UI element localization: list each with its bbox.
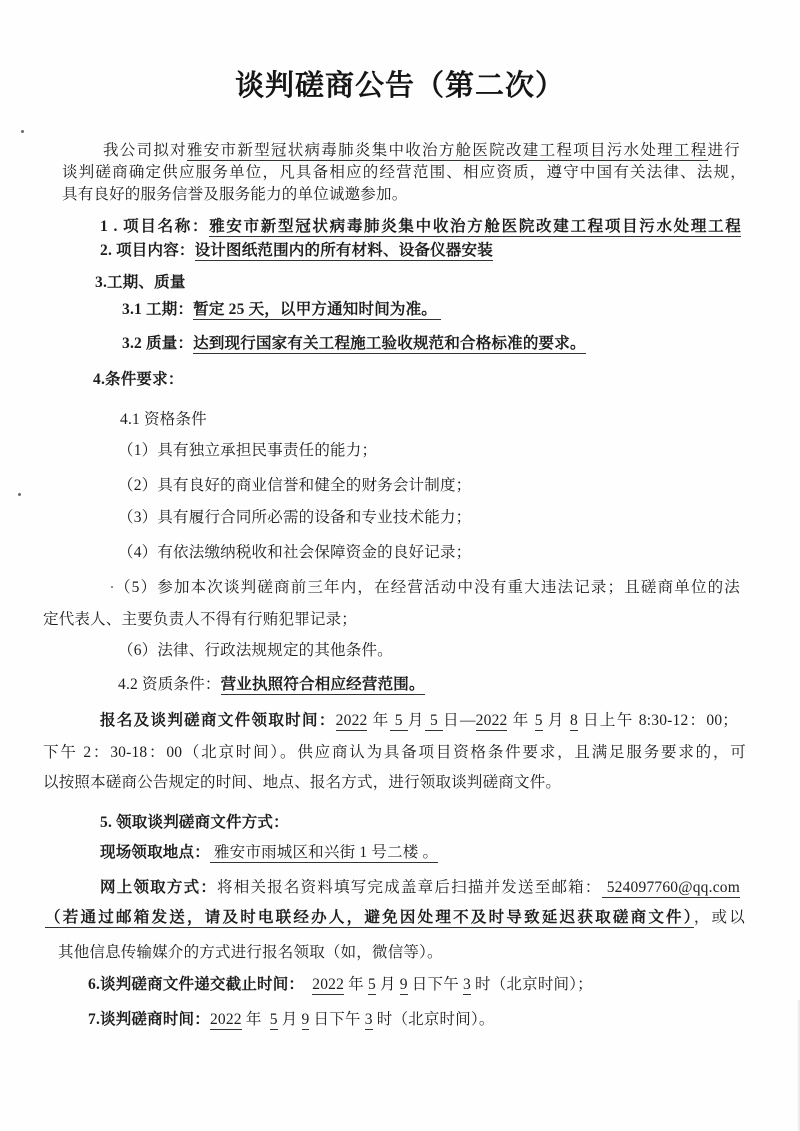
negotiation-year: 2022: [209, 1011, 242, 1028]
negotiation-day: 9: [301, 1011, 310, 1028]
item-4-2-label: 4.2 资质条件：: [118, 676, 221, 693]
negotiation-tail: 时（北京时间）。: [372, 1011, 495, 1028]
condition-6: （6）法律、行政法规规定的其他条件。: [118, 642, 393, 659]
registration-time-line-1: [100, 710, 738, 731]
scan-speck-1: [21, 130, 24, 133]
item-4-2-value: 营业执照符合相应经营范围。: [220, 676, 425, 693]
negotiation-hour: 3: [364, 1011, 373, 1028]
negotiation-sep-3: 日下午: [309, 1011, 365, 1028]
scan-speck-3: [111, 586, 113, 588]
email-note-line-2: 其他信息传输媒介的方式进行报名领取（如，微信等）。: [58, 944, 443, 961]
reg-date-year-2: 2022: [475, 712, 508, 729]
item-3-1-label: 3.1 工期：: [122, 301, 194, 318]
item-1-project-name: [100, 216, 741, 237]
onsite-pickup-location: [100, 842, 438, 863]
condition-1: （1）具有独立承担民事责任的能力；: [118, 442, 378, 459]
item-7-label: 7.谈判磋商时间：: [88, 1011, 210, 1028]
intro-text-a: 我公司拟对: [103, 142, 187, 159]
item-6-deadline: [88, 974, 593, 995]
online-pickup-method: [100, 877, 740, 898]
section-3-heading: 3.工期、质量: [95, 274, 186, 291]
onsite-pickup-label: 现场领取地点：: [100, 844, 210, 861]
intro-paragraph-line-3: 具有良好的服务信誉及服务能力的单位诚邀参加。: [62, 186, 408, 203]
item-3-2-quality: [122, 333, 586, 354]
online-pickup-label: 网上领取方式：: [100, 879, 218, 896]
item-2-label: 2. 项目内容：: [100, 242, 195, 259]
reg-date-day-2: 8: [569, 712, 578, 729]
registration-time-label: 报名及谈判磋商文件领取时间：: [100, 712, 336, 729]
deadline-sep-3: 日下午: [407, 976, 463, 993]
item-6-label: 6.谈判磋商文件递交截止时间：: [88, 976, 313, 993]
item-3-1-value: 暂定 25 天，以甲方通知时间为准。: [193, 301, 442, 318]
deadline-month: 5: [367, 976, 376, 993]
negotiation-sep-1: 年: [241, 1011, 270, 1028]
reg-time-range: 日上午 8:30-12：00；: [577, 712, 738, 729]
condition-5-continued: 定代表人、主要负责人不得有行贿犯罪记录；: [43, 611, 358, 628]
email-note-line-1: [45, 907, 745, 928]
section-5-heading: 5. 领取谈判磋商文件方式：: [100, 814, 289, 831]
item-2-project-content: [100, 240, 493, 261]
negotiation-month: 5: [269, 1011, 278, 1028]
item-4-2-qualification: [118, 674, 425, 695]
intro-text-c: 进行: [707, 142, 740, 159]
item-2-value: 设计图纸范围内的所有材料、设备仪器安装: [194, 242, 493, 259]
reg-date-sep-5: 月: [542, 712, 570, 729]
project-name-underlined: 雅安市新型冠状病毒肺炎集中收治方舱医院改建工程项目污水处理工程: [186, 142, 708, 159]
reg-date-day-1: 5: [424, 712, 444, 729]
reg-date-sep-3: 日—: [443, 712, 476, 729]
negotiation-sep-2: 月: [277, 1011, 302, 1028]
registration-time-line-2: 下午 2：30-18：00（北京时间）。供应商认为具备项目资格条件要求，且满足服务要求的，可: [43, 744, 746, 761]
deadline-year: 2022: [312, 976, 345, 993]
email-note-underlined: （若通过邮箱发送，请及时电联经办人，避免因处理不及时导致延迟获取磋商文件）: [45, 909, 694, 926]
scan-speck-2: [18, 493, 21, 496]
email-note-tail: ，或以: [693, 909, 746, 926]
reg-date-month-2: 5: [534, 712, 543, 729]
reg-date-month-1: 5: [389, 712, 408, 729]
item-3-1-duration: [122, 299, 441, 320]
intro-paragraph-line-1: [103, 140, 740, 161]
deadline-sep-2: 月: [375, 976, 400, 993]
deadline-sep-1: 年: [344, 976, 368, 993]
condition-2: （2）具有良好的商业信誉和健全的财务会计制度；: [118, 477, 472, 494]
condition-4: （4）有依法缴纳税收和社会保障资金的良好记录；: [118, 544, 472, 561]
item-3-2-value: 达到现行国家有关工程施工验收规范和合格标准的要求。: [193, 335, 586, 352]
item-7-negotiation-time: [88, 1009, 495, 1030]
onsite-pickup-value: 雅安市雨城区和兴街 1 号二楼 。: [209, 844, 439, 861]
deadline-tail: 时（北京时间）；: [470, 976, 593, 993]
reg-date-sep-1: 年: [367, 712, 390, 729]
item-1-label: 1 . 项目名称：: [100, 218, 210, 235]
condition-5: （5）参加本次谈判磋商前三年内，在经营活动中没有重大违法记录；且磋商单位的法: [115, 579, 740, 596]
intro-paragraph-line-2: 谈判磋商确定供应服务单位，凡具备相应的经营范围、相应资质，遵守中国有关法律、法规，: [62, 164, 746, 181]
section-4-heading: 4.条件要求：: [93, 371, 184, 388]
reg-date-sep-4: 年: [507, 712, 535, 729]
registration-time-line-3: 以按照本磋商公告规定的时间、地点、报名方式，进行领取谈判磋商文件。: [43, 774, 562, 791]
email-address: 524097760@qq.com: [601, 879, 740, 896]
deadline-day: 9: [399, 976, 408, 993]
item-1-value: 雅安市新型冠状病毒肺炎集中收治方舱医院改建工程项目污水处理工程: [209, 218, 741, 235]
item-3-2-label: 3.2 质量：: [122, 335, 194, 352]
item-4-1-heading: 4.1 资格条件: [120, 411, 207, 428]
reg-date-sep-2: 月: [407, 712, 425, 729]
condition-3: （3）具有履行合同所必需的设备和专业技术能力；: [118, 509, 472, 526]
doc-title: 谈判磋商公告（第二次）: [234, 70, 565, 102]
online-pickup-text: 将相关报名资料填写完成盖章后扫描并发送至邮箱：: [217, 879, 602, 896]
reg-date-year-1: 2022: [335, 712, 368, 729]
deadline-hour: 3: [462, 976, 471, 993]
